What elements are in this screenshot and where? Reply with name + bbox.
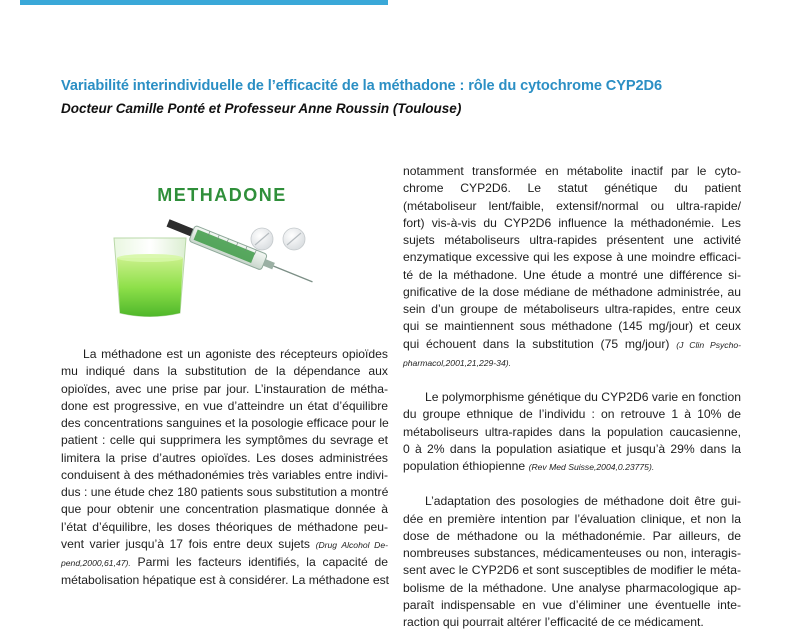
- text-line: métabolisation hépatique est à considérer. La méthadone est: [61, 573, 390, 588]
- pill-icon: [251, 228, 273, 250]
- text-line: opioïdes, avec une prise par jour. L’instauration de métha-: [61, 381, 388, 396]
- text-line: métaboliseurs ultra-rapides dans la population caucasienne,: [403, 424, 741, 439]
- citation: pharmacol,2001,21,229-34).: [403, 357, 511, 368]
- text-line: [403, 354, 741, 372]
- paragraph-dosing-adaptation: [403, 493, 741, 631]
- text-line: dose de méthadone ou la méthadonémie. Par ailleurs, de: [403, 528, 741, 543]
- text-line: du groupe ethnique de l’individu : on retrouve 1 à 10% de: [403, 407, 741, 422]
- text-line: té de la méthadone. Une étude a montré une différence si-: [403, 267, 741, 282]
- text-line: chrome CYP2D6. Le statut génétique du patient: [403, 181, 741, 196]
- text-line: qui se maintiennent sous méthadone (145 mg/jour) et ceux: [403, 319, 741, 334]
- citation: pend,2000,61,47).: [61, 558, 131, 568]
- text-line: (métaboliseur lent/faible, extensif/normal ou ultra-rapide/: [403, 198, 741, 213]
- article-title: Variabilité interindividuelle de l’efficacité de la méthadone : rôle du cytochrome CYP2D6: [61, 78, 662, 94]
- methadone-label: METHADONE: [157, 185, 287, 205]
- text-line: paraît indispensable en vue d’éliminer une éventuelle inte-: [403, 597, 741, 612]
- text-line: des concentrations sanguines et la posologie efficace pour le: [61, 416, 389, 430]
- text-line: limitera la prise d’autres opioïdes. Les doses administrées: [61, 450, 388, 465]
- text-line: nombreuses substances, médicamenteuses ou non, interagis-: [403, 546, 741, 560]
- text-line: L’adaptation des posologies de méthadone doit être gui-: [425, 494, 741, 509]
- text-line: raction qui pourrait altérer l’efficacité de ce médicament.: [403, 615, 704, 629]
- text-line: gnificative de la dose médiane de méthadone administrée, au: [403, 284, 741, 299]
- text-line: patient : celle qui supprimera les symptômes du sevrage et: [61, 433, 388, 448]
- text-line: La méthadone est un agoniste des récepteurs opioïdes: [83, 347, 388, 361]
- text-line: conduisent à des méthadonémies très variables entre indivi-: [61, 467, 388, 482]
- text-line: sein d’un groupe de métaboliseurs ultra-rapides, entre ceux: [403, 302, 741, 316]
- paragraph-intro: [61, 346, 388, 590]
- paragraph-cyp2d6-status: [403, 163, 741, 372]
- text-line: done est progressive, en vue d’atteindre un état d’équilibre: [61, 398, 388, 413]
- text-line: Le polymorphisme génétique du CYP2D6 varie en fonction: [425, 390, 741, 404]
- text-line: pend,2000,61,47). Parmi les facteurs identifiés, la capacité de: [61, 555, 388, 569]
- right-column: [403, 163, 741, 631]
- text-line: vent varier jusqu’à 17 fois entre deux sujets (Drug Alcohol De-: [61, 536, 388, 551]
- text-line: 0 à 2% dans la population asiatique et jusqu’à 29% dans la: [403, 441, 741, 456]
- text-line: mu indiqué dans la substitution de la dépendance aux: [61, 364, 388, 379]
- text-line: population éthiopienne (Rev Med Suisse,2004,0.23775).: [403, 459, 655, 473]
- citation: (Rev Med Suisse,2004,0.23775).: [528, 462, 655, 472]
- text-line: notamment transformée en métabolite inactif par le cyto-: [403, 164, 741, 178]
- article-authors: Docteur Camille Ponté et Professeur Anne Roussin (Toulouse): [61, 101, 462, 116]
- text-line: qui échouent dans la substitution (75 mg/jour) (J Clin Psycho-: [403, 336, 742, 351]
- text-line: fort) vis-à-vis du CYP2D6 influence la méthadonémie. Les: [403, 215, 741, 230]
- pill-icon: [283, 228, 305, 250]
- paragraph-polymorphism: [403, 389, 741, 476]
- text-line: enzymatique excessive qui les expose à une moindre efficaci-: [403, 250, 741, 265]
- citation: (J Clin Psycho-: [676, 339, 742, 350]
- left-column: [61, 346, 388, 590]
- text-line: dus : une étude chez 180 patients sous substitution a montré: [61, 485, 389, 499]
- text-line: que pour obtenir une concentration plasmatique donnée à: [61, 502, 388, 517]
- text-line: dée en première intention par l’évaluation clinique, et non la: [403, 511, 741, 526]
- top-accent-bar: [20, 0, 388, 5]
- syringe-icon: [165, 216, 316, 290]
- text-line: sent avec le CYP2D6 et sont susceptibles de modifier le méta-: [403, 563, 741, 578]
- citation: (Drug Alcohol De-: [315, 539, 388, 550]
- text-line: sujets métaboliseurs ultra-rapides présentent une activité: [403, 233, 741, 247]
- methadone-illustration: [104, 168, 340, 324]
- text-line: l’état d’équilibre, les doses théoriques de méthadone peu-: [61, 519, 388, 534]
- text-line: bolisme de la méthadone. Une analyse pharmacologique ap-: [403, 580, 741, 595]
